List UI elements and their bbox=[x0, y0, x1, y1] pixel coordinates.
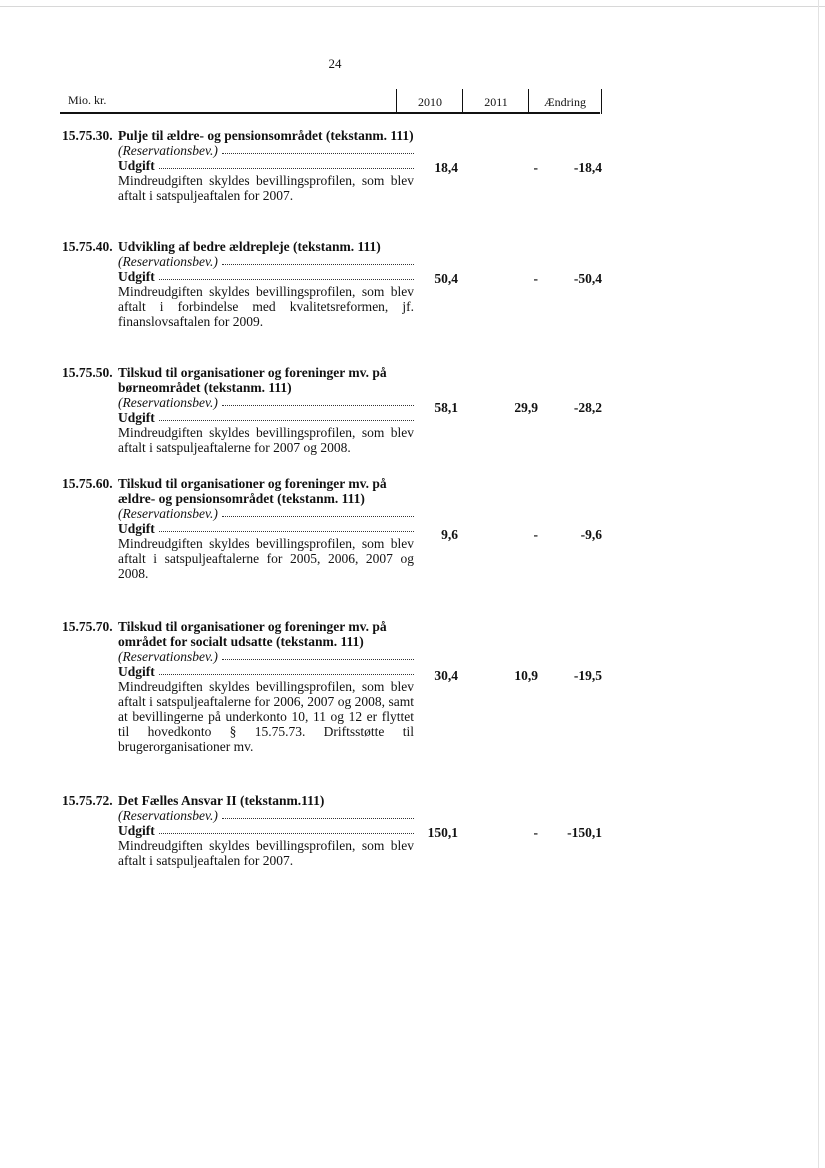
entry-description: Mindreudgiften skyldes bevillingsprofilen, som blev aftalt i satspuljeaftalerne for 2006, 2007 og 2008, samt at bevillingerne på underkonto 10, 11 og 12 er flyttet til hovedkonto § 15.75.73. Driftsstøtte til brugerorganisationer mv. bbox=[118, 679, 414, 754]
udgift-line bbox=[118, 158, 414, 173]
reservation-label: (Reservationsbev.) bbox=[118, 143, 218, 158]
value-2010: 18,4 bbox=[434, 160, 458, 175]
udgift-label: Udgift bbox=[118, 410, 155, 425]
leader-dots bbox=[222, 649, 414, 660]
account-code: 15.75.60. bbox=[62, 476, 113, 491]
leader-dots bbox=[159, 664, 414, 675]
value-change: -19,5 bbox=[573, 668, 602, 683]
value-2011: - bbox=[533, 825, 538, 840]
value-change: -28,2 bbox=[573, 400, 602, 415]
column-header-change: Ændring bbox=[528, 89, 602, 114]
leader-dots bbox=[159, 410, 414, 421]
value-2011: - bbox=[533, 271, 538, 286]
value-2011: - bbox=[533, 160, 538, 175]
reservation-line bbox=[118, 143, 414, 158]
value-change: -9,6 bbox=[580, 527, 602, 542]
reservation-line bbox=[118, 254, 414, 269]
leader-dots bbox=[159, 823, 414, 834]
udgift-line bbox=[118, 269, 414, 284]
entry-title: Tilskud til organisationer og foreninger mv. på området for socialt udsatte (tekstanm. 111) bbox=[118, 619, 387, 649]
table-header bbox=[60, 89, 600, 114]
entry-body bbox=[118, 128, 414, 203]
entry-description: Mindreudgiften skyldes bevillingsprofilen, som blev aftalt i satspuljeaftalen for 2007. bbox=[118, 838, 414, 868]
column-header-2011: 2011 bbox=[462, 89, 529, 114]
leader-dots bbox=[159, 269, 414, 280]
account-code: 15.75.50. bbox=[62, 365, 113, 380]
account-code: 15.75.40. bbox=[62, 239, 113, 254]
reservation-label: (Reservationsbev.) bbox=[118, 254, 218, 269]
reservation-label: (Reservationsbev.) bbox=[118, 506, 218, 521]
entry-title: Pulje til ældre- og pensionsområdet (tekstanm. 111) bbox=[118, 128, 414, 143]
value-change: -18,4 bbox=[573, 160, 602, 175]
value-2011: 29,9 bbox=[514, 400, 538, 415]
entry-body bbox=[118, 793, 414, 868]
leader-dots bbox=[222, 143, 414, 154]
account-code: 15.75.70. bbox=[62, 619, 113, 634]
reservation-label: (Reservationsbev.) bbox=[118, 649, 218, 664]
account-code: 15.75.30. bbox=[62, 128, 113, 143]
value-2010: 9,6 bbox=[441, 527, 458, 542]
entry-body bbox=[118, 365, 414, 455]
entry-description: Mindreudgiften skyldes bevillingsprofilen, som blev aftalt i satspuljeaftalerne for 2007 og 2008. bbox=[118, 425, 414, 455]
entry-description: Mindreudgiften skyldes bevillingsprofilen, som blev aftalt i satspuljeaftalen for 2007. bbox=[118, 173, 414, 203]
entry-title: Det Fælles Ansvar II (tekstanm.111) bbox=[118, 793, 325, 808]
value-2010: 58,1 bbox=[434, 400, 458, 415]
entry-title: Tilskud til organisationer og foreninger mv. på ældre- og pensionsområdet (tekstanm. 111) bbox=[118, 476, 387, 506]
value-2011: 10,9 bbox=[514, 668, 538, 683]
value-2011: - bbox=[533, 527, 538, 542]
unit-label: Mio. kr. bbox=[68, 93, 107, 107]
reservation-line bbox=[118, 808, 414, 823]
udgift-label: Udgift bbox=[118, 158, 155, 173]
leader-dots bbox=[222, 506, 414, 517]
leader-dots bbox=[159, 158, 414, 169]
value-change: -50,4 bbox=[573, 271, 602, 286]
value-change: -150,1 bbox=[567, 825, 602, 840]
reservation-line bbox=[118, 506, 414, 521]
entry-description: Mindreudgiften skyldes bevillingsprofilen, som blev aftalt i forbindelse med kvalitetsreformen, jf. finanslovsaftalen for 2009. bbox=[118, 284, 414, 329]
reservation-line bbox=[118, 395, 414, 410]
scan-edge-right bbox=[818, 0, 819, 1168]
udgift-label: Udgift bbox=[118, 521, 155, 536]
leader-dots bbox=[159, 521, 414, 532]
column-header-2010: 2010 bbox=[396, 89, 463, 114]
reservation-label: (Reservationsbev.) bbox=[118, 808, 218, 823]
leader-dots bbox=[222, 808, 414, 819]
udgift-line bbox=[118, 823, 414, 838]
udgift-label: Udgift bbox=[118, 823, 155, 838]
udgift-line bbox=[118, 521, 414, 536]
entry-title: Udvikling af bedre ældrepleje (tekstanm. 111) bbox=[118, 239, 381, 254]
leader-dots bbox=[222, 254, 414, 265]
value-2010: 30,4 bbox=[434, 668, 458, 683]
leader-dots bbox=[222, 395, 414, 406]
reservation-line bbox=[118, 649, 414, 664]
reservation-label: (Reservationsbev.) bbox=[118, 395, 218, 410]
entry-title: Tilskud til organisationer og foreninger mv. på børneområdet (tekstanm. 111) bbox=[118, 365, 387, 395]
page-number: 24 bbox=[328, 56, 342, 71]
header-rule bbox=[60, 112, 600, 114]
value-2010: 150,1 bbox=[427, 825, 458, 840]
udgift-label: Udgift bbox=[118, 269, 155, 284]
udgift-label: Udgift bbox=[118, 664, 155, 679]
entry-body bbox=[118, 476, 414, 581]
value-2010: 50,4 bbox=[434, 271, 458, 286]
entry-description: Mindreudgiften skyldes bevillingsprofilen, som blev aftalt i satspuljeaftalerne for 2005, 2006, 2007 og 2008. bbox=[118, 536, 414, 581]
entry-body bbox=[118, 239, 414, 329]
udgift-line bbox=[118, 664, 414, 679]
udgift-line bbox=[118, 410, 414, 425]
entry-body bbox=[118, 619, 414, 754]
scan-edge-top bbox=[0, 6, 825, 7]
account-code: 15.75.72. bbox=[62, 793, 113, 808]
